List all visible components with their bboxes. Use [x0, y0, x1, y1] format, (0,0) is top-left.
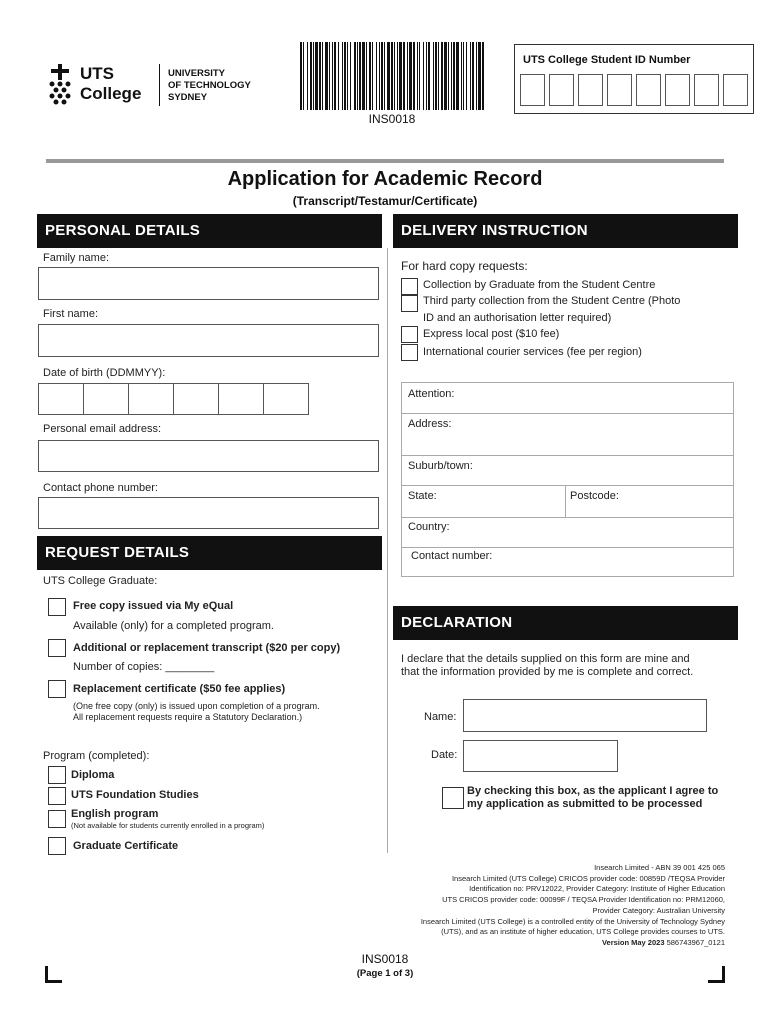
version-code: 586743967_0121: [666, 937, 725, 947]
header-rule: [46, 159, 724, 163]
version-label: Version May 2023: [601, 937, 665, 947]
barcode-image: [297, 42, 487, 110]
footer-line: (UTS), and as an institute of higher education, UTS College provides courses to UTS.: [441, 927, 725, 937]
declaration-name-field[interactable]: [463, 699, 707, 732]
program-label: Program (completed):: [43, 750, 150, 762]
family-name-label: Family name:: [43, 252, 110, 264]
declaration-name-label: Name:: [424, 711, 457, 723]
student-id-digit[interactable]: [607, 74, 632, 106]
agree-checkbox[interactable]: [442, 787, 464, 809]
personal-details-heading: PERSONAL DETAILS: [37, 214, 382, 248]
request-details-heading: REQUEST DETAILS: [37, 536, 382, 570]
state-label: State:: [408, 490, 437, 502]
transcript-checkbox[interactable]: [48, 639, 66, 657]
address-row[interactable]: [402, 413, 733, 456]
uts-logo-icon: [46, 62, 74, 106]
transcript-title: Additional or replacement transcript ($20 per copy): [73, 642, 341, 654]
certificate-note-1: (One free copy (only) is issued upon completion of a program.: [73, 701, 320, 711]
footer-line: Insearch Limited (UTS College) CRICOS provider code: 00859D /TEQSA Provider: [451, 873, 725, 883]
english-note: (Not available for students currently enrolled in a program): [71, 821, 265, 830]
declaration-date-field[interactable]: [463, 740, 618, 772]
third-party-label: Third party collection from the Student Centre (Photo: [423, 295, 681, 307]
page-subtitle: (Transcript/Testamur/Certificate): [292, 194, 478, 208]
third-party-note: ID and an authorisation letter required): [423, 312, 612, 324]
courier-checkbox[interactable]: [401, 344, 418, 361]
student-id-digit[interactable]: [694, 74, 719, 106]
student-id-digit[interactable]: [636, 74, 661, 106]
delivery-instruction-heading: DELIVERY INSTRUCTION: [393, 214, 738, 248]
collection-graduate-checkbox[interactable]: [401, 278, 418, 295]
barcode-text: INS0018: [368, 112, 416, 126]
diploma-label: Diploma: [71, 769, 115, 781]
declaration-heading: DECLARATION: [393, 606, 738, 640]
footer-version: [300, 938, 725, 949]
student-id-label: UTS College Student ID Number: [523, 54, 691, 66]
contact-number-label: Contact number:: [411, 550, 493, 562]
column-divider: [387, 248, 388, 853]
copies-count-label: Number of copies: ________: [73, 661, 215, 673]
logo-uts-text: UTS: [80, 64, 114, 83]
agree-text-1: By checking this box, as the applicant I agree to: [467, 785, 719, 797]
express-post-checkbox[interactable]: [401, 326, 418, 343]
crop-mark-bottom-left: [45, 966, 62, 983]
crop-mark-bottom-right: [708, 966, 725, 983]
free-copy-title: Free copy issued via My eQual: [73, 600, 234, 612]
suburb-label: Suburb/town:: [408, 460, 473, 472]
student-id-digit[interactable]: [549, 74, 574, 106]
student-id-digit[interactable]: [723, 74, 748, 106]
email-label: Personal email address:: [43, 423, 162, 435]
free-copy-checkbox[interactable]: [48, 598, 66, 616]
country-label: Country:: [408, 521, 450, 533]
first-name-label: First name:: [43, 308, 99, 320]
country-row[interactable]: [402, 517, 733, 548]
phone-label: Contact phone number:: [43, 482, 158, 494]
certificate-note-2: All replacement requests require a Statutory Declaration.): [73, 712, 303, 722]
uts-college-logo: [46, 62, 156, 108]
student-id-digit[interactable]: [578, 74, 603, 106]
courier-label: International courier services (fee per region): [423, 346, 642, 358]
attention-label: Attention:: [408, 388, 455, 400]
dob-digit[interactable]: [218, 383, 264, 415]
foundation-checkbox[interactable]: [48, 787, 66, 805]
student-id-digit[interactable]: [665, 74, 690, 106]
first-name-field[interactable]: [38, 324, 379, 357]
state-postcode-divider: [565, 485, 566, 517]
free-copy-note: Available (only) for a completed program.: [73, 620, 274, 632]
state-row[interactable]: [402, 485, 733, 518]
certificate-checkbox[interactable]: [48, 680, 66, 698]
footer-line: Provider Category: Australian University: [592, 905, 725, 915]
dob-digit[interactable]: [128, 383, 174, 415]
third-party-checkbox[interactable]: [401, 295, 418, 312]
collection-graduate-label: Collection by Graduate from the Student Centre: [423, 279, 656, 291]
address-table: [401, 382, 734, 577]
family-name-field[interactable]: [38, 267, 379, 300]
express-post-label: Express local post ($10 fee): [423, 328, 560, 340]
dob-label: Date of birth (DDMMYY):: [43, 367, 166, 379]
english-label: English program: [71, 808, 159, 820]
certificate-title: Replacement certificate ($50 fee applies): [73, 683, 286, 695]
dob-field: [38, 383, 310, 415]
page-title: Application for Academic Record: [227, 168, 543, 190]
email-field[interactable]: [38, 440, 379, 472]
dob-digit[interactable]: [83, 383, 129, 415]
declaration-text-2: that the information provided by me is complete and correct.: [401, 666, 694, 678]
phone-field[interactable]: [38, 497, 379, 529]
dob-digit[interactable]: [263, 383, 309, 415]
graduate-label: UTS College Graduate:: [43, 575, 158, 587]
declaration-date-label: Date:: [431, 749, 458, 761]
declaration-text-1: I declare that the details supplied on this form are mine and: [401, 653, 690, 665]
logo-divider: [159, 64, 160, 106]
dob-digit[interactable]: [173, 383, 219, 415]
footer-line: Insearch Limited (UTS College) is a controlled entity of the University of Technology Sydney: [420, 916, 725, 926]
footer-line: Insearch Limited - ABN 39 001 425 065: [594, 863, 725, 872]
student-id-digits: [520, 74, 750, 106]
diploma-checkbox[interactable]: [48, 766, 66, 784]
graduate-certificate-label: Graduate Certificate: [73, 840, 179, 852]
footer-line: UTS CRICOS provider code: 00099F / TEQSA Provider Identification no: PRM12060,: [442, 895, 725, 905]
footer-legal: [300, 863, 725, 949]
page-number: (Page 1 of 3): [356, 968, 414, 979]
footer-line: Identification no: PRV12022, Provider Category: Institute of Higher Education: [469, 884, 725, 894]
address-label: Address:: [408, 418, 452, 430]
graduate-certificate-checkbox[interactable]: [48, 837, 66, 855]
hard-copy-intro: For hard copy requests:: [401, 259, 528, 273]
foundation-label: UTS Foundation Studies: [71, 789, 199, 801]
footer-doc-code: INS0018: [361, 952, 409, 966]
logo-college-text: College: [80, 84, 142, 103]
dob-digit[interactable]: [38, 383, 84, 415]
student-id-digit[interactable]: [520, 74, 545, 106]
university-name: UNIVERSITY OF TECHNOLOGY SYDNEY: [168, 68, 251, 103]
english-checkbox[interactable]: [48, 810, 66, 828]
postcode-label: Postcode:: [570, 490, 619, 502]
agree-text-2: my application as submitted to be processed: [467, 798, 703, 810]
